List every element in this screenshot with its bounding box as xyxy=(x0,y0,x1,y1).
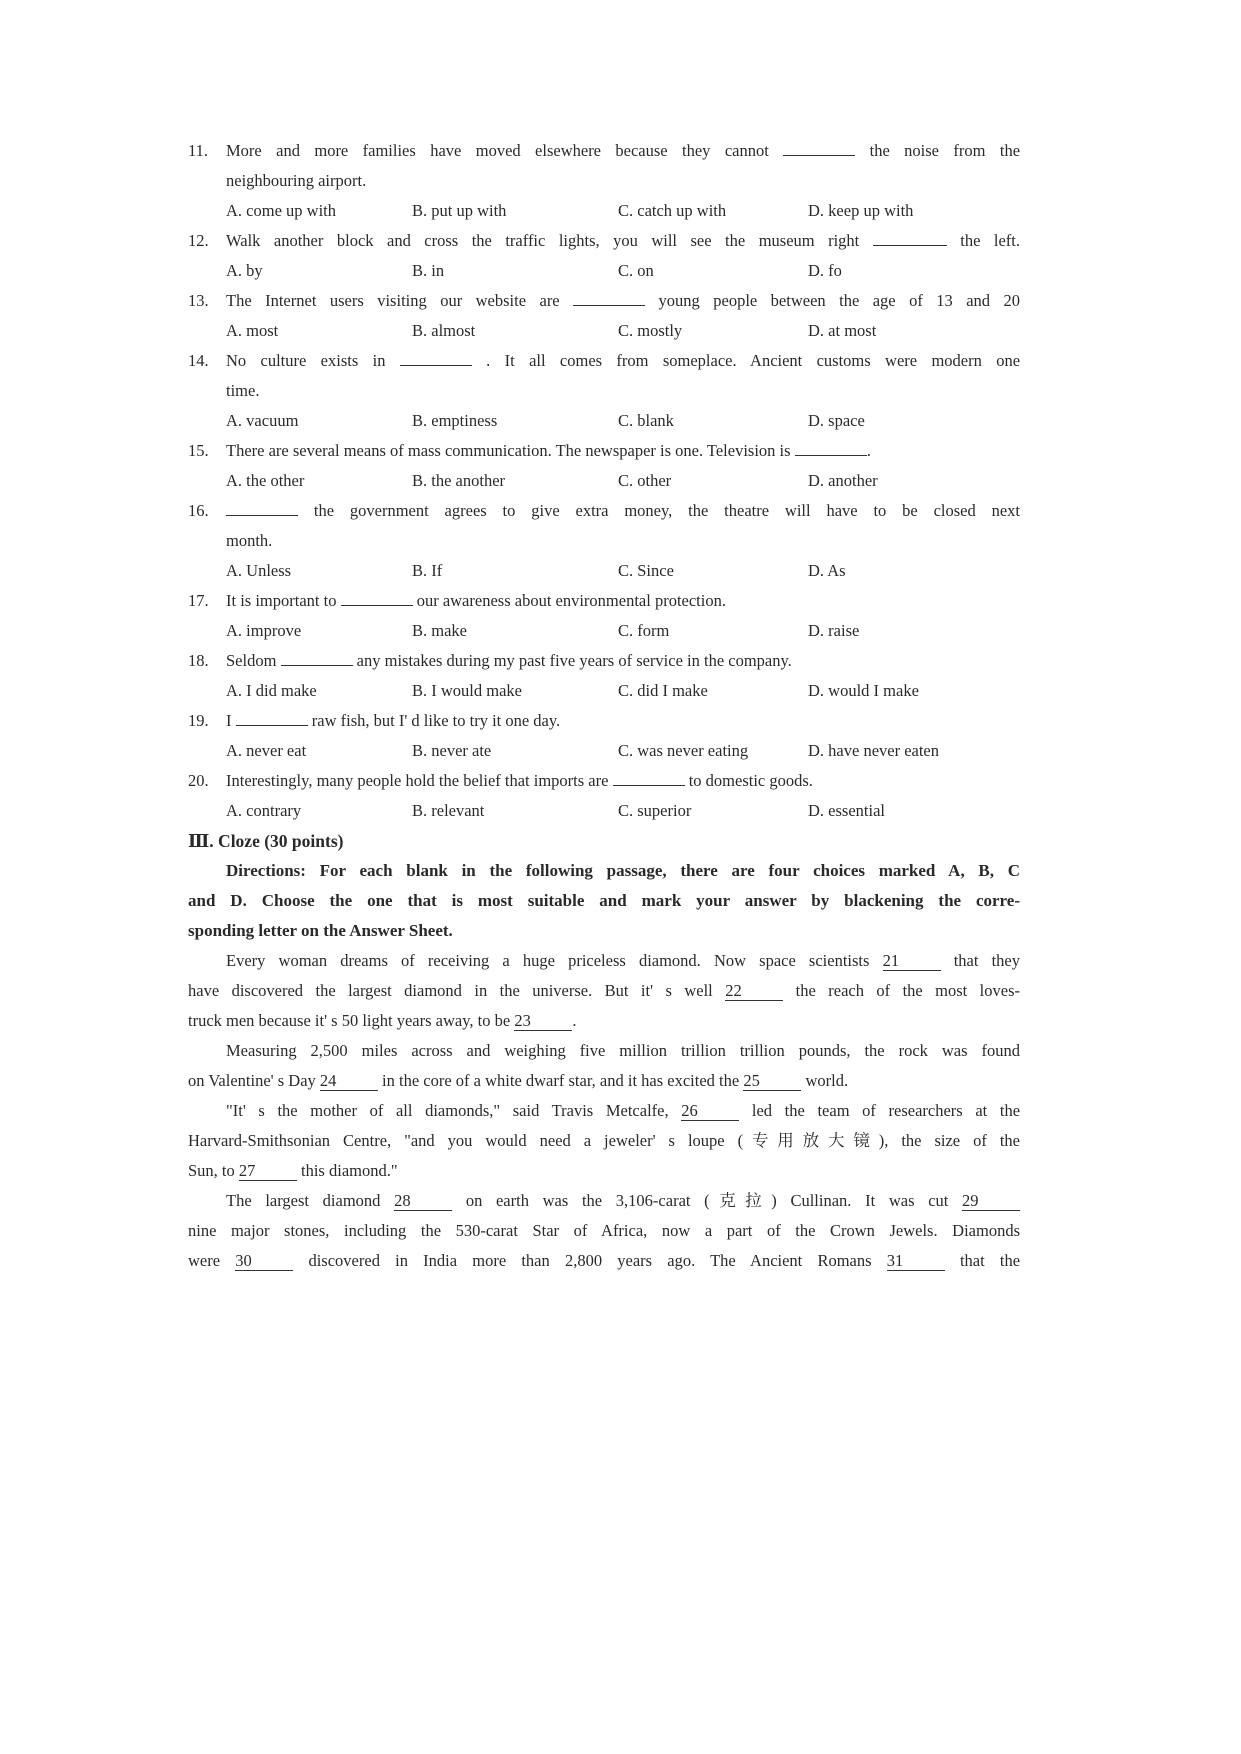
options-row xyxy=(188,256,1020,286)
question-18 xyxy=(188,646,1020,676)
question-text: It is important to our awareness about environmental protection. xyxy=(226,591,726,610)
options-row xyxy=(188,466,1020,496)
directions-line: sponding letter on the Answer Sheet. xyxy=(188,921,453,940)
question-number: 12. xyxy=(188,231,209,250)
option-c: C. mostly xyxy=(618,321,683,340)
option-b: B. relevant xyxy=(412,801,485,820)
question-14 xyxy=(188,346,1020,376)
page-content xyxy=(188,136,1020,1276)
question-text: the government agrees to give extra money, the theatre will have to be closed next xyxy=(226,496,1020,526)
option-a: A. most xyxy=(226,321,279,340)
answer-blank xyxy=(783,139,855,156)
question-15 xyxy=(188,436,1020,466)
question-text: I raw fish, but I' d like to try it one day. xyxy=(226,711,561,730)
option-a: A. vacuum xyxy=(226,411,299,430)
question-11 xyxy=(188,136,1020,166)
answer-blank xyxy=(341,589,413,606)
option-a: A. by xyxy=(226,261,263,280)
option-a: A. come up with xyxy=(226,201,336,220)
option-c: C. did I make xyxy=(618,681,708,700)
answer-blank xyxy=(400,349,472,366)
option-a: A. Unless xyxy=(226,561,292,580)
answer-blank xyxy=(281,649,353,666)
options-row xyxy=(188,616,1020,646)
question-13 xyxy=(188,286,1020,316)
section-heading: Ⅲ. Cloze (30 points) xyxy=(188,831,344,851)
directions-line: Directions: For each blank in the following passage, there are four choices marked A, B, C xyxy=(226,861,1020,880)
option-d: D. keep up with xyxy=(808,201,914,220)
passage-line: have discovered the largest diamond in the universe. But it' s well 22 the reach of the most loves- xyxy=(188,981,1021,1000)
option-a: A. improve xyxy=(226,621,302,640)
question-continuation: neighbouring airport. xyxy=(226,171,367,190)
options-row xyxy=(188,406,1020,436)
answer-blank xyxy=(573,289,645,306)
question-text: Seldom any mistakes during my past five years of service in the company. xyxy=(226,651,792,670)
numbered-blank: 23 xyxy=(514,1012,572,1031)
option-c: C. superior xyxy=(618,801,692,820)
option-b: B. If xyxy=(412,561,443,580)
option-c: C. form xyxy=(618,621,670,640)
answer-blank xyxy=(795,439,867,456)
passage-line: on Valentine' s Day 24 in the core of a white dwarf star, and it has excited the 25 world. xyxy=(188,1071,849,1090)
question-number: 20. xyxy=(188,771,209,790)
question-number: 19. xyxy=(188,711,209,730)
option-b: B. in xyxy=(412,261,445,280)
option-a: A. I did make xyxy=(226,681,317,700)
option-b: B. I would make xyxy=(412,681,522,700)
question-number: 16. xyxy=(188,501,209,520)
option-d: D. essential xyxy=(808,801,885,820)
question-19 xyxy=(188,706,1020,736)
numbered-blank: 22 xyxy=(725,982,783,1001)
question-text: Walk another block and cross the traffic lights, you will see the museum right the left. xyxy=(226,231,1020,250)
question-text: The Internet users visiting our website are young people between the age of 13 and 20 xyxy=(226,291,1020,310)
numbered-blank: 25 xyxy=(743,1072,801,1091)
passage-line: The largest diamond 28 on earth was the 3,106-carat (克拉) Cullinan. It was cut 29 xyxy=(188,1186,1020,1216)
passage-line: Sun, to 27 this diamond." xyxy=(188,1161,398,1180)
question-17 xyxy=(188,586,1020,616)
passage-line: nine major stones, including the 530-carat Star of Africa, now a part of the Crown Jewels. Diamonds xyxy=(188,1221,1020,1240)
question-text: No culture exists in . It all comes from someplace. Ancient customs were modern one xyxy=(226,351,1021,370)
option-c: C. catch up with xyxy=(618,201,727,220)
option-b: B. make xyxy=(412,621,467,640)
options-row xyxy=(188,676,1020,706)
options-row xyxy=(188,796,1020,826)
question-continuation: month. xyxy=(226,531,273,550)
option-d: D. have never eaten xyxy=(808,741,940,760)
option-d: D. at most xyxy=(808,321,877,340)
numbered-blank: 21 xyxy=(883,952,941,971)
option-d: D. would I make xyxy=(808,681,919,700)
numbered-blank: 26 xyxy=(681,1102,739,1121)
option-a: A. never eat xyxy=(226,741,307,760)
question-text: There are several means of mass communication. The newspaper is one. Television is . xyxy=(226,441,871,460)
numbered-blank: 28 xyxy=(394,1192,452,1211)
question-text: More and more families have moved elsewhere because they cannot the noise from the xyxy=(226,141,1021,160)
question-12 xyxy=(188,226,1020,256)
answer-blank xyxy=(236,709,308,726)
question-number: 15. xyxy=(188,441,209,460)
option-d: D. As xyxy=(808,561,846,580)
option-b: B. put up with xyxy=(412,201,507,220)
question-number: 14. xyxy=(188,351,209,370)
option-b: B. almost xyxy=(412,321,476,340)
passage-line: Every woman dreams of receiving a huge priceless diamond. Now space scientists 21 that they xyxy=(226,951,1021,970)
option-d: D. fo xyxy=(808,261,842,280)
options-row xyxy=(188,316,1020,346)
option-c: C. blank xyxy=(618,411,674,430)
option-d: D. another xyxy=(808,471,878,490)
answer-blank xyxy=(226,499,298,516)
question-16 xyxy=(188,496,1020,526)
options-row xyxy=(188,196,1020,226)
option-c: C. was never eating xyxy=(618,741,749,760)
option-c: C. Since xyxy=(618,561,674,580)
answer-blank xyxy=(613,769,685,786)
option-b: B. the another xyxy=(412,471,506,490)
question-text: Interestingly, many people hold the belief that imports are to domestic goods. xyxy=(226,771,813,790)
question-20 xyxy=(188,766,1020,796)
option-c: C. on xyxy=(618,261,654,280)
numbered-blank: 24 xyxy=(320,1072,378,1091)
passage-line: truck men because it' s 50 light years away, to be 23 . xyxy=(188,1011,577,1030)
option-d: D. space xyxy=(808,411,865,430)
numbered-blank: 29 xyxy=(962,1192,1020,1211)
option-b: B. emptiness xyxy=(412,411,498,430)
options-row xyxy=(188,736,1020,766)
option-c: C. other xyxy=(618,471,672,490)
numbered-blank: 30 xyxy=(235,1252,293,1271)
option-a: A. the other xyxy=(226,471,305,490)
passage-line: Measuring 2,500 miles across and weighing five million trillion trillion pounds, the rock was found xyxy=(226,1041,1020,1060)
passage-line: "It' s the mother of all diamonds," said Travis Metcalfe, 26 led the team of researchers at the xyxy=(226,1101,1021,1120)
question-number: 11. xyxy=(188,141,209,160)
option-d: D. raise xyxy=(808,621,860,640)
question-continuation: time. xyxy=(226,381,260,400)
option-b: B. never ate xyxy=(412,741,492,760)
options-row xyxy=(188,556,1020,586)
directions-line: and D. Choose the one that is most suitable and mark your answer by blackening the corre- xyxy=(188,891,1020,910)
question-number: 13. xyxy=(188,291,209,310)
question-number: 18. xyxy=(188,651,209,670)
numbered-blank: 31 xyxy=(887,1252,945,1271)
passage-line: Harvard-Smithsonian Centre, "and you would need a jeweler' s loupe (专用放大镜), the size of the xyxy=(188,1131,1020,1150)
answer-blank xyxy=(873,229,947,246)
option-a: A. contrary xyxy=(226,801,302,820)
numbered-blank: 27 xyxy=(239,1162,297,1181)
passage-line: were 30 discovered in India more than 2,800 years ago. The Ancient Romans 31 that the xyxy=(188,1251,1021,1270)
question-number: 17. xyxy=(188,591,209,610)
